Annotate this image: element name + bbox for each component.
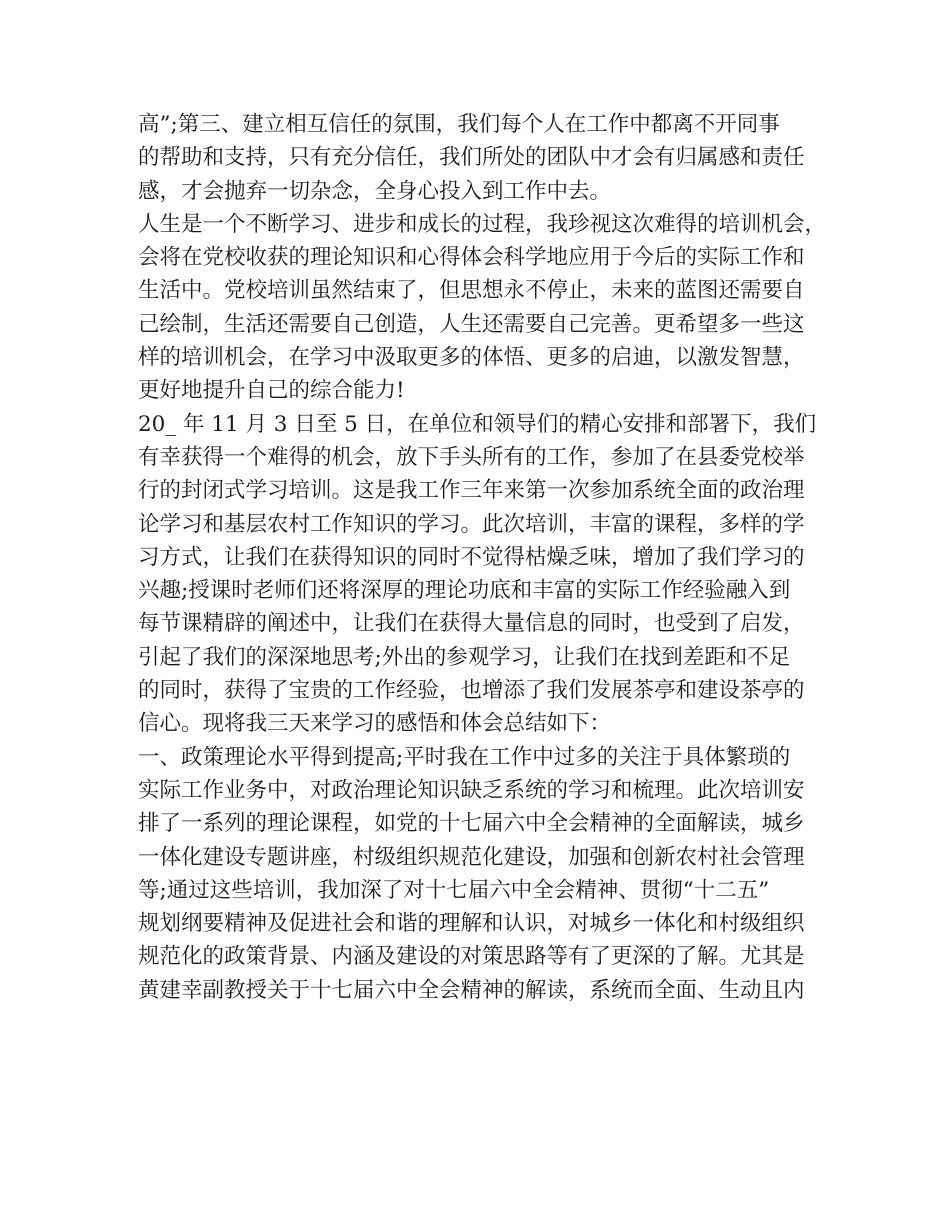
text-line: 高”;第三、建立相互信任的氛围，我们每个人在工作中都离不开同事 [138, 112, 780, 137]
text-line: 行的封闭式学习培训。这是我工作三年来第一次参加系统全面的政治理 [138, 478, 805, 504]
text-line: 更好地提升自己的综合能力! [138, 378, 405, 404]
text-line: 的帮助和支持，只有充分信任，我们所处的团队中才会有归属感和责任 [138, 145, 805, 171]
text-line: 会将在党校收获的理论知识和心得体会科学地应用于今后的实际工作和 [138, 245, 805, 271]
text-line: 生活中。党校培训虽然结束了，但思想永不停止，未来的蓝图还需要自 [138, 278, 805, 304]
text-line: 20_ 年 11 月 3 日至 5 日，在单位和领导们的精心安排和部署下，我们 [138, 411, 817, 437]
text-line: 等;通过这些培训，我加深了对十七届六中全会精神、贯彻“十二五” [138, 877, 770, 903]
text-line: 习方式，让我们在获得知识的同时不觉得枯燥乏味，增加了我们学习的 [138, 544, 805, 570]
text-line: 人生是一个不断学习、进步和成长的过程，我珍视这次难得的培训机会， [138, 211, 827, 237]
text-line: 一、政策理论水平得到提高;平时我在工作中过多的关注于具体繁琐的 [138, 744, 791, 770]
text-line: 实际工作业务中，对政治理论知识缺乏系统的学习和梳理。此次培训安 [138, 777, 805, 803]
text-line: 排了一系列的理论课程，如党的十七届六中全会精神的全面解读，城乡 [138, 811, 805, 837]
text-line: 己绘制，生活还需要自己创造，人生还需要自己完善。更希望多一些这 [138, 311, 805, 337]
text-line: 规范化的政策背景、内涵及建设的对策思路等有了更深的了解。尤其是 [138, 944, 805, 970]
text-line: 一体化建设专题讲座，村级组织规范化建设，加强和创新农村社会管理 [138, 844, 805, 870]
text-line: 兴趣;授课时老师们还将深厚的理论功底和丰富的实际工作经验融入到 [138, 578, 791, 604]
text-line: 感，才会抛弃一切杂念，全身心投入到工作中去。 [138, 178, 612, 204]
text-line: 的同时，获得了宝贵的工作经验，也增添了我们发展茶亭和建设茶亭的 [138, 678, 805, 704]
text-line: 样的培训机会，在学习中汲取更多的体悟、更多的启迪，以激发智慧， [138, 345, 805, 371]
text-line: 有幸获得一个难得的机会，放下手头所有的工作，参加了在县委党校举 [138, 444, 805, 470]
document-body [138, 108, 828, 1007]
text-line: 规划纲要精神及促进社会和谐的理解和认识，对城乡一体化和村级组织 [138, 911, 805, 937]
text-line: 信心。现将我三天来学习的感悟和体会总结如下： [138, 711, 612, 737]
text-line: 黄建幸副教授关于十七届六中全会精神的解读，系统而全面、生动且内 [138, 977, 805, 1003]
text-line: 每节课精辟的阐述中，让我们在获得大量信息的同时，也受到了启发， [138, 611, 805, 637]
text-line: 论学习和基层农村工作知识的学习。此次培训，丰富的课程，多样的学 [138, 511, 805, 537]
text-line: 引起了我们的深深地思考;外出的参观学习，让我们在找到差距和不足 [138, 644, 791, 670]
